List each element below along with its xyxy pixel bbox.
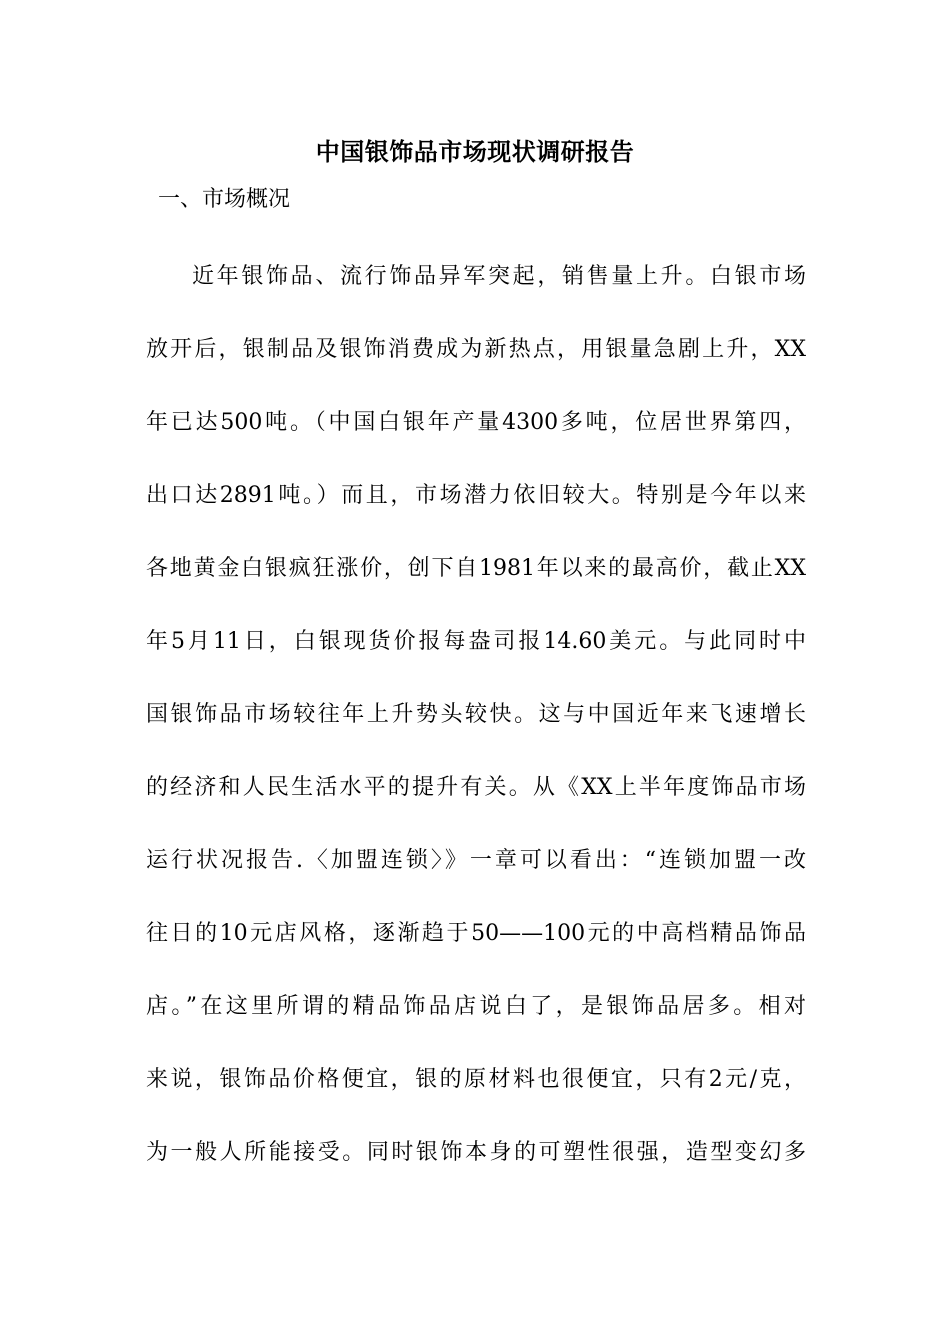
paragraph-line: 运行状况报告.〈加盟连锁〉》一章可以看出：“连锁加盟一改 — [146, 848, 806, 873]
paragraph-line: 国银饰品市场较往年上升势头较快。这与中国近年来飞速增长 — [146, 702, 806, 727]
paragraph-line: 为一般人所能接受。同时银饰本身的可塑性很强，造型变幻多 — [146, 1140, 806, 1165]
paragraph-line: 的经济和人民生活水平的提升有关。从《XX上半年度饰品市场 — [146, 775, 806, 800]
section-heading: 一、市场概况 — [158, 187, 291, 212]
paragraph-line: 近年银饰品、流行饰品异军突起，销售量上升。白银市场 — [192, 264, 806, 289]
body-paragraph — [146, 259, 826, 1208]
paragraph-line: 往日的10元店风格，逐渐趋于50——100元的中高档精品饰品 — [146, 921, 806, 946]
paragraph-line: 店。”在这里所谓的精品饰品店说白了，是银饰品居多。相对 — [146, 994, 806, 1019]
document-title: 中国银饰品市场现状调研报告 — [315, 137, 635, 166]
paragraph-line: 年已达500吨。（中国白银年产量4300多吨，位居世界第四， — [146, 410, 806, 435]
paragraph-line: 出口达2891吨。）而且，市场潜力依旧较大。特别是今年以来 — [146, 483, 806, 508]
paragraph-line: 各地黄金白银疯狂涨价，创下自1981年以来的最高价，截止XX — [146, 556, 806, 581]
paragraph-line: 来说，银饰品价格便宜，银的原材料也很便宜，只有2元/克， — [146, 1067, 806, 1092]
paragraph-line: 放开后，银制品及银饰消费成为新热点，用银量急剧上升，XX — [146, 337, 806, 362]
paragraph-line: 年5月11日，白银现货价报每盎司报14.60美元。与此同时中 — [146, 629, 806, 654]
